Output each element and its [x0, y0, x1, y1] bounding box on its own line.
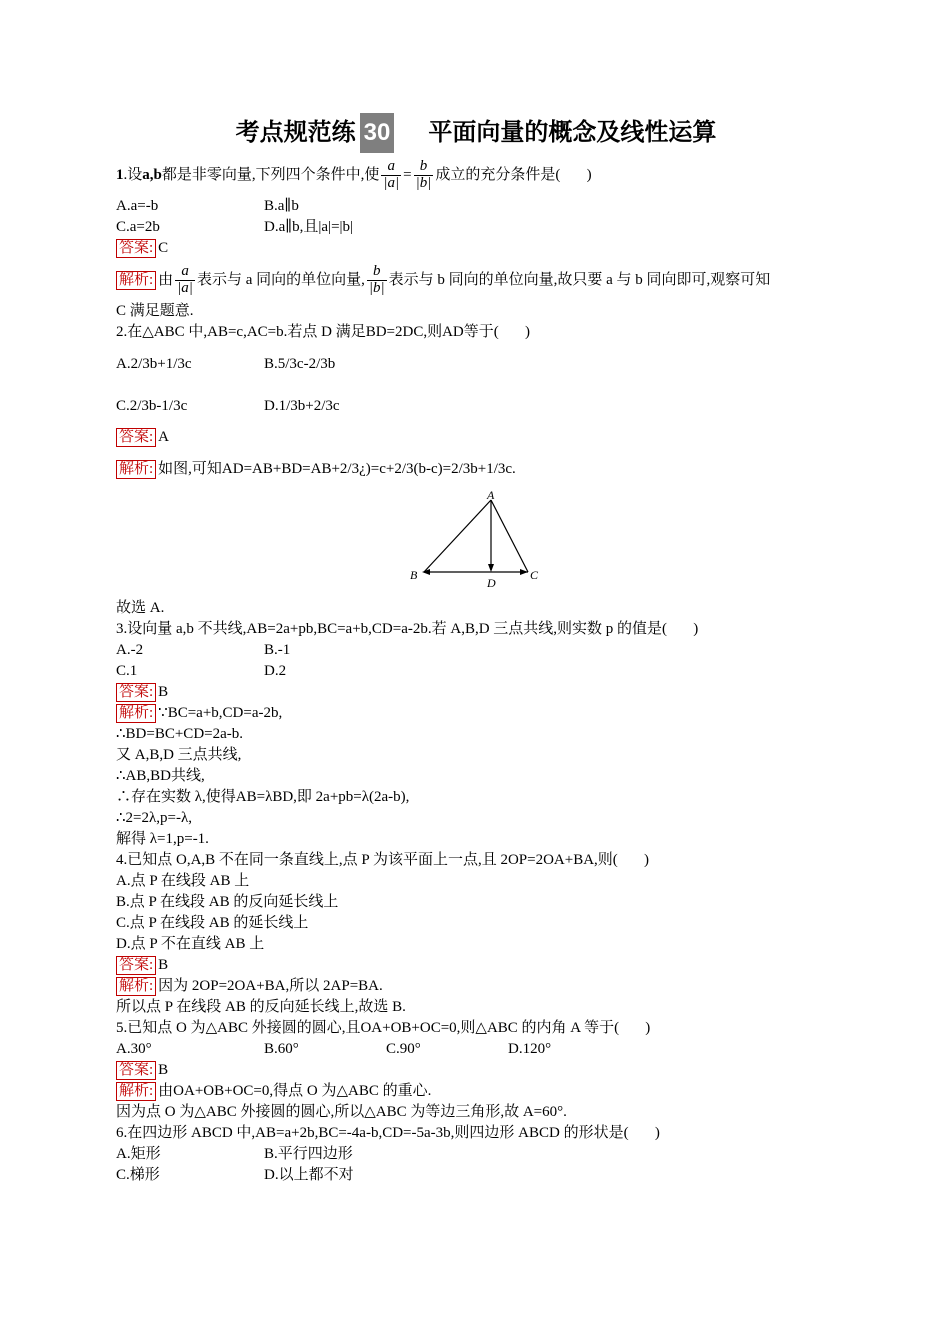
q6-option-c[interactable]: C.梯形: [116, 1167, 160, 1183]
q1-answer-value: C: [158, 240, 169, 256]
q4-analysis-line: 因为 2OP=2OA+BA,所以 2AP=BA.: [158, 978, 383, 994]
q3-option-b[interactable]: B.-1: [264, 642, 291, 658]
analysis-tag: 解析:: [116, 704, 156, 723]
q2-option-a[interactable]: A.2/3b+1/3c: [116, 355, 192, 372]
q2-option-b[interactable]: B.5/3c-2/3b: [264, 355, 336, 372]
analysis-tag: 解析:: [116, 1082, 156, 1101]
q5-analysis: [116, 1081, 836, 1102]
q2-option-d[interactable]: D.1/3b+2/3c: [264, 397, 340, 414]
q3-analysis-line: ∵BC=a+b,CD=a-2b,: [158, 705, 283, 721]
q3-analysis: [116, 703, 836, 724]
question-3: 3.设向量 a,b 不共线,AB=2a+pb,BC=a+b,CD=a-2b.若 A,B,D 三点共线,则实数 p 的值是( ): [116, 621, 699, 637]
q6-option-a[interactable]: A.矩形: [116, 1146, 161, 1162]
q5-analysis-line: 由OA+OB+OC=0,得点 O 为△ABC 的重心.: [158, 1083, 432, 1099]
q1-analysis-part-4: C 满足题意.: [116, 303, 194, 319]
q2-options-row-1: [116, 343, 836, 385]
q4-answer: [116, 955, 836, 976]
analysis-tag: 解析:: [116, 271, 156, 290]
label-c: C: [530, 568, 539, 582]
q1-mid: 都是非零向量,下列四个条件中,使: [161, 166, 380, 183]
q1-option-b[interactable]: B.a∥b: [264, 198, 299, 214]
title-main: 平面向量的概念及线性运算: [428, 118, 717, 146]
q3-analysis-line: ∴AB,BD共线,: [116, 768, 205, 784]
fraction-a-over-abs-a: $\frac{a}{|a|}$: [383, 157, 400, 191]
q4-option-b[interactable]: B.点 P 在线段 AB 的反向延长线上: [116, 894, 339, 910]
q4-option-c[interactable]: C.点 P 在线段 AB 的延长线上: [116, 915, 309, 931]
fraction-b-over-abs-b-2: $\frac{b}{|b|}$: [368, 262, 385, 296]
question-number: 1: [116, 166, 124, 183]
q3-option-d[interactable]: D.2: [264, 663, 287, 679]
q4-analysis: [116, 976, 836, 997]
question-1: 1.设a,b都是非零向量,下列四个条件中,使 $\frac{a}{|a|}$ = $\frac{b}{|b|}$ 成立的充分条件是( ): [116, 157, 592, 191]
answer-tag: 答案:: [116, 1061, 156, 1080]
q6-option-b[interactable]: B.平行四边形: [264, 1146, 353, 1162]
q1-options-row-2: [116, 217, 836, 238]
q6-option-d[interactable]: D.以上都不对: [264, 1167, 354, 1183]
q4-option-a[interactable]: A.点 P 在线段 AB 上: [116, 873, 250, 889]
q3-analysis-line: 又 A,B,D 三点共线,: [116, 747, 242, 763]
q5-option-c[interactable]: C.90°: [386, 1041, 421, 1057]
q3-option-c[interactable]: C.1: [116, 663, 138, 679]
q5-answer-value: B: [158, 1062, 169, 1078]
triangle-figure: [116, 490, 836, 598]
q3-analysis-line: 解得 λ=1,p=-1.: [116, 831, 209, 847]
q2-option-c[interactable]: C.2/3b-1/3c: [116, 397, 188, 414]
title-prefix: 考点规范练: [235, 118, 356, 146]
title-number-badge: 30: [360, 113, 395, 153]
q6-options-row-1: [116, 1144, 836, 1165]
q1-vars: a,b: [142, 166, 162, 183]
q3-analysis-line: ∴存在实数 λ,使得AB=λBD,即 2a+pb=λ(2a-b),: [116, 789, 410, 805]
q1-option-a[interactable]: A.a=-b: [116, 198, 159, 214]
q5-answer: [116, 1060, 836, 1081]
q1-analysis-part-3: 表示与 b 同向的单位向量,故只要 a 与 b 同向即可,观察可知: [388, 271, 771, 288]
q3-option-a[interactable]: A.-2: [116, 642, 144, 658]
q1-option-d[interactable]: D.a∥b,且|a|=|b|: [264, 219, 354, 235]
triangle-diagram: [406, 490, 546, 598]
page-title: [116, 112, 836, 152]
q5-option-a[interactable]: A.30°: [116, 1041, 152, 1057]
q3-analysis-line: ∴2=2λ,p=-λ,: [116, 810, 193, 826]
q5-options: [116, 1039, 836, 1060]
question-4: 4.已知点 O,A,B 不在同一条直线上,点 P 为该平面上一点,且 2OP=2OA+BA,则( ): [116, 852, 650, 868]
label-a: A: [487, 490, 495, 502]
fraction-b-over-abs-b: $\frac{b}{|b|}$: [415, 157, 432, 191]
q3-answer-value: B: [158, 684, 169, 700]
q2-options-row-2: [116, 385, 836, 427]
q4-option-d[interactable]: D.点 P 不在直线 AB 上: [116, 936, 265, 952]
answer-tag: 答案:: [116, 239, 156, 258]
q2-analysis: [116, 448, 836, 490]
q2-analysis-text: 如图,可知AD=AB+BD=AB+2/3¿)=c+2/3(b-c)=2/3b+1/3c.: [158, 460, 516, 477]
answer-tag: 答案:: [116, 428, 156, 447]
q2-answer: [116, 427, 836, 448]
q1-analysis: [116, 259, 836, 301]
analysis-tag: 解析:: [116, 977, 156, 996]
q1-answer: [116, 238, 836, 259]
q4-analysis-line: 所以点 P 在线段 AB 的反向延长线上,故选 B.: [116, 999, 406, 1015]
q4-answer-value: B: [158, 957, 169, 973]
q1-post: 成立的充分条件是( ): [435, 166, 592, 183]
fraction-a-over-abs-a-2: $\frac{a}{|a|}$: [177, 262, 193, 296]
q3-answer: [116, 682, 836, 703]
q1-option-c[interactable]: C.a=2b: [116, 219, 160, 235]
q1-pre: .设: [123, 166, 143, 183]
q3-options-row-1: [116, 640, 836, 661]
q2-answer-value: A: [158, 429, 170, 445]
analysis-tag: 解析:: [116, 460, 156, 479]
q1-analysis-part-1: 由: [158, 271, 174, 288]
segment-ac: [491, 500, 528, 572]
question-2: 2.在△ABC 中,AB=c,AC=b.若点 D 满足BD=2DC,则AD等于( ): [116, 324, 531, 340]
q5-option-d[interactable]: D.120°: [508, 1041, 552, 1057]
question-5: 5.已知点 O 为△ABC 外接圆的圆心,且OA+OB+OC=0,则△ABC 的内角 A 等于( ): [116, 1020, 651, 1036]
q5-analysis-line: 因为点 O 为△ABC 外接圆的圆心,所以△ABC 为等边三角形,故 A=60°.: [116, 1104, 567, 1120]
q3-options-row-2: [116, 661, 836, 682]
answer-tag: 答案:: [116, 956, 156, 975]
q6-options-row-2: [116, 1165, 836, 1186]
answer-tag: 答案:: [116, 683, 156, 702]
q1-options-row-1: [116, 196, 836, 217]
label-d: D: [487, 576, 496, 590]
q2-conclusion: 故选 A.: [116, 600, 165, 616]
question-6: 6.在四边形 ABCD 中,AB=a+2b,BC=-4a-b,CD=-5a-3b,则四边形 ABCD 的形状是( ): [116, 1125, 660, 1141]
q5-option-b[interactable]: B.60°: [264, 1041, 299, 1057]
worksheet-page: [116, 112, 836, 1186]
q1-analysis-part-2: 表示与 a 同向的单位向量,: [196, 271, 365, 288]
arrow-ad: [488, 564, 494, 572]
label-b: B: [410, 568, 418, 582]
q3-analysis-line: ∴BD=BC+CD=2a-b.: [116, 726, 244, 742]
segment-ab: [424, 500, 491, 572]
